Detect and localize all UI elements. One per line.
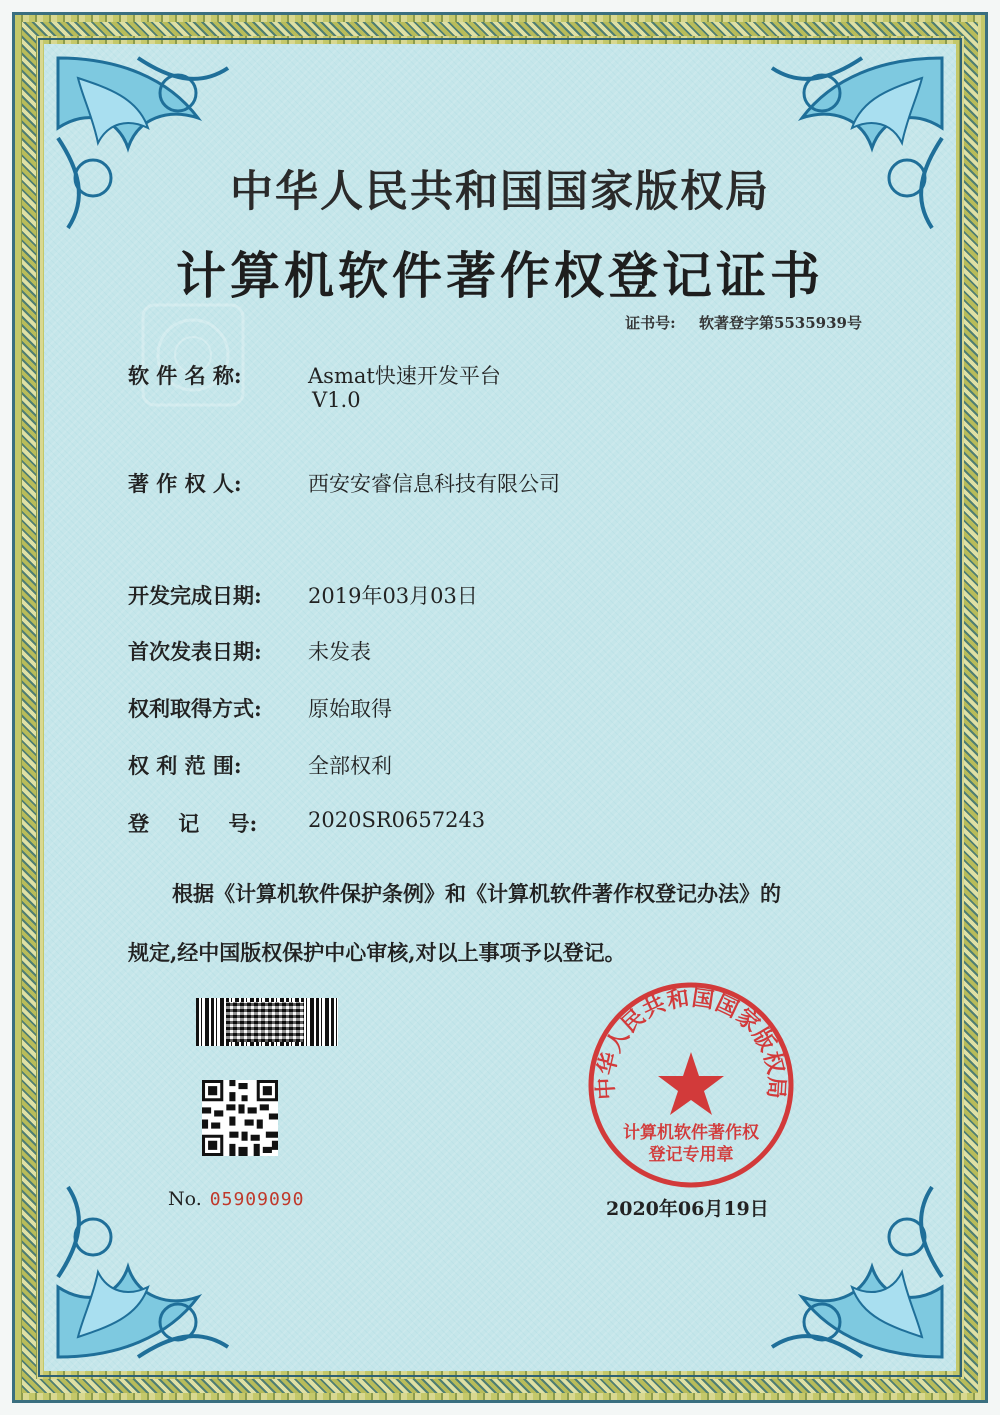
qr-code-icon	[202, 1080, 278, 1156]
field-label: 软 件 名 称:	[128, 363, 242, 388]
field-value: 西安安睿信息科技有限公司	[308, 472, 560, 496]
serial-label: No.	[168, 1188, 202, 1210]
field-software-name	[128, 360, 501, 412]
field-scope	[128, 750, 392, 780]
serial-number	[168, 1188, 304, 1210]
body-text-line-2: 规定,经中国版权保护中心审核,对以上事项予以登记。	[128, 940, 626, 965]
field-value: 全部权利	[308, 754, 392, 778]
field-acquire-method	[128, 693, 392, 723]
field-registration-number	[128, 808, 485, 838]
issuing-authority: 中华人民共和国国家版权局	[230, 167, 770, 217]
field-owner	[128, 468, 560, 498]
certificate-number-value: 软著登字第5535939号	[698, 314, 862, 332]
field-label: 首次发表日期:	[128, 639, 262, 664]
seal-line-2: 登记专用章	[648, 1145, 734, 1165]
field-value: Asmat快速开发平台	[308, 364, 501, 388]
field-first-publish-date	[128, 636, 371, 666]
field-label: 权 利 范 围:	[128, 753, 242, 778]
field-value: 原始取得	[308, 697, 392, 721]
star-icon	[658, 1052, 724, 1115]
certificate-title: 计算机软件著作权登记证书	[176, 246, 824, 305]
certificate-number-label: 证书号:	[625, 314, 676, 332]
seal-ring-text: 中华人民共和国国家版权局	[592, 984, 790, 1101]
serial-value: 05909090	[209, 1189, 305, 1210]
issue-date: 2020年06月19日	[606, 1198, 769, 1220]
field-value-version: V1.0	[312, 388, 361, 412]
field-completion-date	[128, 580, 478, 610]
field-label: 著 作 权 人:	[128, 471, 242, 496]
emblem-watermark-icon	[138, 300, 248, 410]
field-value: 未发表	[308, 640, 371, 664]
field-label: 权利取得方式:	[128, 696, 262, 721]
corner-ornament-icon	[762, 1177, 952, 1367]
body-text-line-1: 根据《计算机软件保护条例》和《计算机软件著作权登记办法》的	[172, 881, 781, 906]
field-value: 2019年03月03日	[308, 584, 478, 608]
field-label: 开发完成日期:	[128, 583, 262, 608]
barcode-icon	[196, 998, 338, 1046]
certificate-number	[625, 312, 862, 333]
field-value: 2020SR0657243	[308, 808, 486, 832]
official-seal	[586, 980, 796, 1190]
field-label: 登 记 号:	[128, 811, 258, 836]
seal-line-1: 计算机软件著作权	[623, 1123, 759, 1143]
